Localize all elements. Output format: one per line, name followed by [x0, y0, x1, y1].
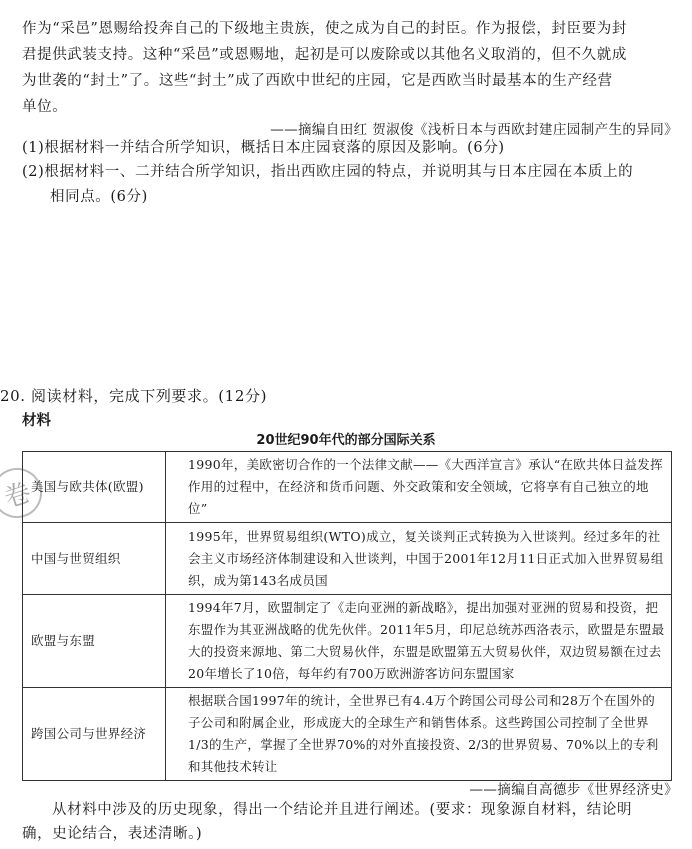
table-row	[23, 688, 672, 781]
source-citation-2: ——摘编自高德步《世界经济史》	[469, 782, 678, 798]
watermark-stamp: 卷	[0, 461, 49, 524]
table-row	[23, 523, 672, 595]
task-line2: 确，史论结合，表述清晰。)	[22, 826, 203, 842]
row-text: 1995年，世界贸易组织(WTO)成立，复关谈判正式转换为入世谈判。经过多年的社会主义市场经济体制建设和入世谈判，中国于2001年12月11日正式加入世界贸易组织，成为第143名成员国	[166, 523, 672, 595]
material-label: 材料	[22, 413, 51, 429]
row-label: 欧盟与东盟	[23, 595, 166, 688]
material-line: 君提供武装支持。这种“采邑”或恩赐地，起初是可以废除或以其他名义取消的，但不久就成	[22, 47, 627, 63]
question-1: (1)根据材料一并结合所学知识，概括日本庄园衰落的原因及影响。(6分)	[22, 140, 505, 156]
material-line: 单位。	[22, 99, 68, 115]
row-label: 跨国公司与世界经济	[23, 688, 166, 781]
row-text: 根据联合国1997年的统计，全世界已有4.4万个跨国公司母公司和28万个在国外的子公司和附属企业，形成庞大的全球生产和销售体系。这些跨国公司控制了全世界1/3的生产，掌握了全世界70%的对外直接投资、2/3的世界贸易、70%以上的专利和其他技术转让	[166, 688, 672, 781]
task-instruction	[22, 798, 672, 846]
material-paragraph	[22, 16, 680, 120]
question-2-line1: (2)根据材料一、二并结合所学知识，指出西欧庄园的特点，并说明其与日本庄园在本质上的	[22, 164, 634, 180]
table-row	[23, 595, 672, 688]
question-2-line2: 相同点。(6分)	[50, 189, 148, 205]
row-label: 美国与欧共体(欧盟)	[23, 452, 166, 523]
relations-table	[22, 451, 672, 781]
question-20-heading: 20. 阅读材料，完成下列要求。(12分)	[0, 387, 268, 405]
task-line1: 从材料中涉及的历史现象，得出一个结论并且进行阐述。(要求：现象源自材料，结论明	[52, 802, 633, 818]
question-2	[22, 160, 672, 210]
row-text: 1990年，美欧密切合作的一个法律文献——《大西洋宣言》承认“在欧共体日益发挥作用的过程中，在经济和货币问题、外交政策和安全领域，它将享有自己独立的地位”	[166, 452, 672, 523]
material-line: 为世袭的“封土”了。这些“封土”成了西欧中世纪的庄园，它是西欧当时最基本的生产经营	[22, 73, 613, 89]
table-row	[23, 452, 672, 523]
row-label: 中国与世贸组织	[23, 523, 166, 595]
source-citation-1: ——摘编自田红 贺淑俊《浅析日本与西欧封建庄园制产生的异同》	[270, 122, 678, 138]
table-title: 20世纪90年代的部分国际关系	[256, 433, 436, 448]
material-line: 作为“采邑”恩赐给投奔自己的下级地主贵族，使之成为自己的封臣。作为报偿，封臣要为封	[22, 21, 627, 37]
row-text: 1994年7月，欧盟制定了《走向亚洲的新战略》，提出加强对亚洲的贸易和投资，把东盟作为其亚洲战略的优先伙伴。2011年5月，印尼总统苏西洛表示，欧盟是东盟最大的投资来源地、第二大贸易伙伴，东盟是欧盟第五大贸易伙伴，双边贸易额在过去20年增长了10倍，每年约有700万欧洲游客访问东盟国家	[166, 595, 672, 688]
